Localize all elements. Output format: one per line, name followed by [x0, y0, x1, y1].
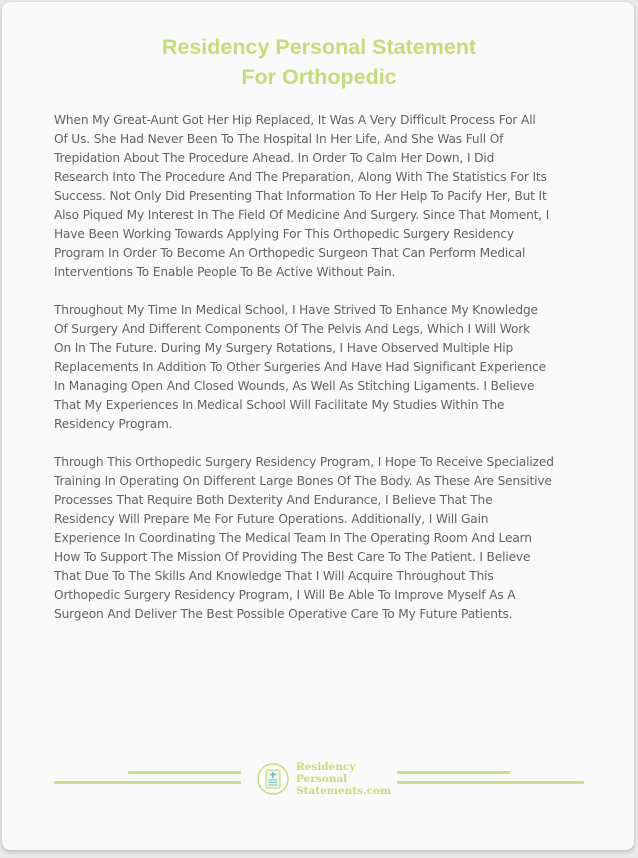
- logo-line-2: Personal: [296, 773, 348, 785]
- title-line-2: For Orthopedic: [241, 65, 397, 89]
- title-line-1: Residency Personal Statement: [161, 35, 477, 59]
- footer-divider-left-upper: [128, 771, 241, 774]
- text-line: Surgeon And Deliver The Best Possible Operative Care To My Future Patients.: [54, 607, 513, 621]
- text-line: Through This Orthopedic Surgery Residency Program, I Hope To Receive Specialized: [54, 455, 554, 469]
- footer-divider-right-lower: [397, 781, 584, 784]
- text-line: That My Experiences In Medical School Will Facilitate My Studies Within The: [54, 398, 505, 412]
- text-line: Also Piqued My Interest In The Field Of Medicine And Surgery. Since That Moment, I: [54, 208, 550, 222]
- text-line: On In The Future. During My Surgery Rotations, I Have Observed Multiple Hip: [54, 341, 514, 355]
- text-line: Residency Will Prepare Me For Future Operations. Additionally, I Will Gain: [54, 512, 489, 526]
- text-line: Training In Operating On Different Large Bones Of The Body. As These Are Sensitive: [54, 474, 552, 488]
- text-line: Processes That Require Both Dexterity And Endurance, I Believe That The: [54, 493, 493, 507]
- site-logo[interactable]: [257, 761, 397, 799]
- text-line: In Managing Open And Closed Wounds, As Well As Stitching Ligaments. I Believe: [54, 379, 535, 393]
- text-line: Success. Not Only Did Presenting That Information To Her Help To Pacify Her, But It: [54, 189, 547, 203]
- text-line: Have Been Working Towards Applying For This Orthopedic Surgery Residency: [54, 227, 514, 241]
- paragraph-1: [54, 111, 594, 282]
- footer-divider-right-upper: [397, 771, 510, 774]
- footer-divider-left-lower: [54, 781, 241, 784]
- paragraph-3: [54, 453, 594, 624]
- text-line: Experience In Coordinating The Medical Team In The Operating Room And Learn: [54, 531, 532, 545]
- text-line: Program In Order To Become An Orthopedic Surgeon That Can Perform Medical: [54, 246, 526, 260]
- text-line: Residency Program.: [54, 417, 173, 431]
- logo-line-3: Statements.com: [296, 785, 392, 797]
- text-line: When My Great-Aunt Got Her Hip Replaced, It Was A Very Difficult Process For All: [54, 113, 536, 127]
- statement-body: [54, 111, 594, 643]
- text-line: Research Into The Procedure And The Preparation, Along With The Statistics For Its: [54, 170, 547, 184]
- text-line: Of Us. She Had Never Been To The Hospital In Her Life, And She Was Full Of: [54, 132, 504, 146]
- text-line: Replacements In Addition To Other Surgeries And Have Had Significant Experience: [54, 360, 546, 374]
- text-line: Trepidation About The Procedure Ahead. In Order To Calm Her Down, I Did: [54, 151, 495, 165]
- text-line: That Due To The Skills And Knowledge That I Will Acquire Throughout This: [54, 569, 494, 583]
- text-line: How To Support The Mission Of Providing The Best Care To The Patient. I Believe: [54, 550, 531, 564]
- paragraph-2: [54, 301, 594, 434]
- document-logo-icon: [257, 763, 289, 795]
- logo-wordmark: [296, 761, 391, 797]
- text-line: Orthopedic Surgery Residency Program, I Will Be Able To Improve Myself As A: [54, 588, 516, 602]
- logo-line-1: Residency: [296, 761, 356, 773]
- text-line: Throughout My Time In Medical School, I Have Strived To Enhance My Knowledge: [54, 303, 538, 317]
- text-line: Of Surgery And Different Components Of The Pelvis And Legs, Which I Will Work: [54, 322, 531, 336]
- document-title: [0, 32, 638, 92]
- text-line: Interventions To Enable People To Be Active Without Pain.: [54, 265, 396, 279]
